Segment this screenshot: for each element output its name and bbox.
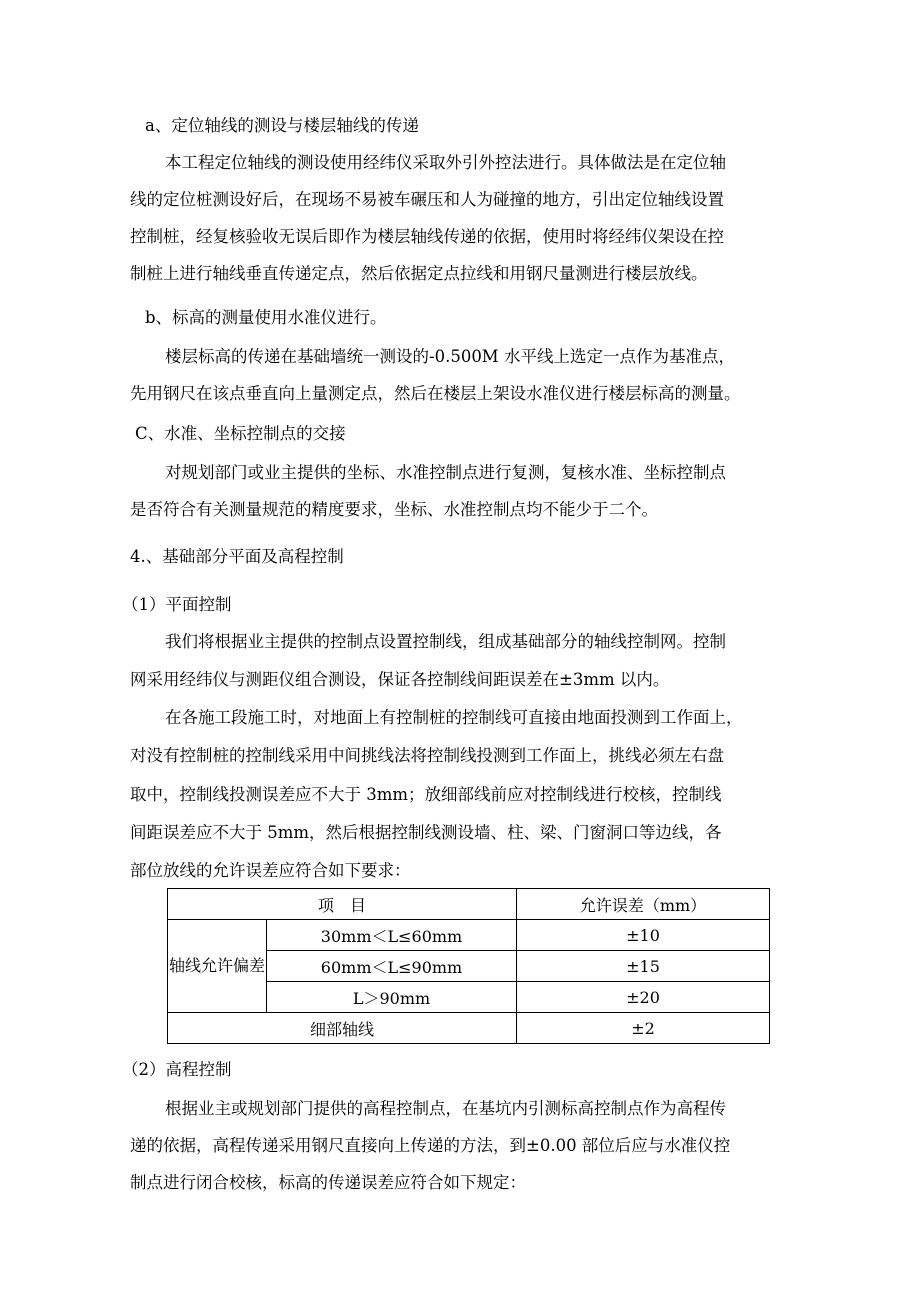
paragraph-line: 楼层标高的传递在基础墙统一测设的-0.500M 水平线上选定一点作为基准点， — [165, 347, 735, 366]
range-cell: 30mm＜L≤60mm — [267, 920, 517, 951]
header-item: 项 目 — [168, 889, 517, 920]
paragraph-line: 对没有控制桩的控制线采用中间挑线法将控制线投测到工作面上，挑线必须左右盘 — [130, 746, 724, 765]
paragraph-line: 制桩上进行轴线垂直传递定点，然后依据定点拉线和用钢尺量测进行楼层放线。 — [130, 264, 708, 283]
paragraph-line: 我们将根据业主提供的控制点设置控制线，组成基础部分的轴线控制网。控制 — [165, 632, 726, 651]
paragraph-line: 在各施工段施工时，对地面上有控制桩的控制线可直接由地面投测到工作面上， — [165, 708, 743, 727]
paragraph-line: 网采用经纬仪与测距仪组合测设，保证各控制线间距误差在±3mm 以内。 — [130, 670, 670, 689]
paragraph-line: 对规划部门或业主提供的坐标、水准控制点进行复测，复核水准、坐标控制点 — [165, 463, 726, 482]
section-4-heading: 4.、基础部分平面及高程控制 — [130, 547, 344, 566]
tolerance-table — [167, 888, 770, 1044]
header-tolerance: 允许误差（mm） — [517, 889, 770, 920]
tolerance-cell: ±10 — [517, 920, 770, 951]
range-cell: L＞90mm — [267, 982, 517, 1013]
paragraph-line: 部位放线的允许误差应符合如下要求： — [130, 861, 411, 880]
detail-tolerance: ±2 — [517, 1013, 770, 1044]
table-header-row — [168, 889, 770, 920]
subsection-1-heading: （1）平面控制 — [122, 595, 232, 614]
range-cell: 60mm＜L≤90mm — [267, 951, 517, 982]
paragraph-line: 制点进行闭合校核，标高的传递误差应符合如下规定： — [130, 1173, 526, 1192]
paragraph-line: 线的定位桩测设好后，在现场不易被车碾压和人为碰撞的地方，引出定位轴线设置 — [130, 190, 724, 209]
section-c-heading: C、水准、坐标控制点的交接 — [135, 424, 346, 443]
subsection-2-heading: （2）高程控制 — [122, 1060, 232, 1079]
tolerance-cell: ±20 — [517, 982, 770, 1013]
section-a-heading: a、定位轴线的测设与楼层轴线的传递 — [145, 116, 419, 135]
paragraph-line: 是否符合有关测量规范的精度要求，坐标、水准控制点均不能少于二个。 — [130, 500, 658, 519]
paragraph-line: 先用钢尺在该点垂直向上量测定点，然后在楼层上架设水准仪进行楼层标高的测量。 — [130, 384, 741, 403]
paragraph-line: 本工程定位轴线的测设使用经纬仪采取外引外控法进行。具体做法是在定位轴 — [165, 153, 726, 172]
paragraph-line: 控制桩，经复核验收无误后即作为楼层轴线传递的依据，使用时将经纬仪架设在控 — [130, 227, 724, 246]
group-label: 轴线允许偏差 — [168, 920, 267, 1013]
table-row — [168, 920, 770, 951]
table-row — [168, 1013, 770, 1044]
paragraph-line: 根据业主或规划部门提供的高程控制点，在基坑内引测标高控制点作为高程传 — [165, 1099, 726, 1118]
paragraph-line: 取中，控制线投测误差应不大于 3mm；放细部线前应对控制线进行校核，控制线 — [130, 785, 722, 804]
detail-label: 细部轴线 — [168, 1013, 517, 1044]
paragraph-line: 间距误差应不大于 5mm，然后根据控制线测设墙、柱、梁、门窗洞口等边线，各 — [130, 823, 722, 842]
section-b-heading: b、标高的测量使用水准仪进行。 — [145, 308, 387, 327]
paragraph-line: 递的依据，高程传递采用钢尺直接向上传递的方法，到±0.00 部位后应与水准仪控 — [130, 1136, 731, 1155]
tolerance-cell: ±15 — [517, 951, 770, 982]
